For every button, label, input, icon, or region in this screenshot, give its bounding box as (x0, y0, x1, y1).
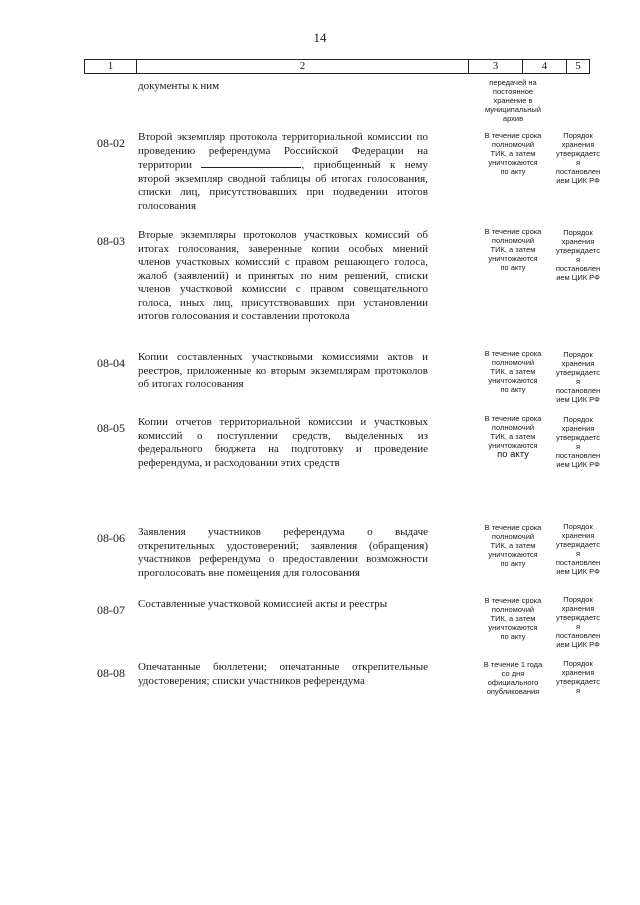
column-header-5: 5 (575, 60, 581, 72)
row-storage-note: Порядок хранения утверждаетс я постановлен ием ЦИК РФ (555, 131, 601, 185)
row-retention-term: В течение срока полномочий ТИК, а затем уничтожаются по акту (484, 596, 542, 641)
blank-line (201, 158, 301, 168)
column-header-3: 3 (469, 60, 523, 73)
row-retention-term: В течение срока полномочий ТИК, а затем уничтожаются по акту (484, 523, 542, 568)
row-code: 08-08 (97, 666, 125, 680)
row-storage-note: Порядок хранения утверждаетс я постановлен ием ЦИК РФ (555, 228, 601, 282)
row-description: Заявления участников референдума о выдаче открепительных удостоверений; заявления (обращения) участников референдума о предоставлении возможности проголосовать вне помещения для голосования (138, 526, 428, 579)
column-header-1: 1 (85, 60, 137, 73)
row-description: Копии составленных участковыми комиссиями актов и реестров, приложенные ко вторым экземплярам протоколов об итогах голосования (138, 351, 428, 390)
row-retention-term: В течение срока полномочий ТИК, а затем уничтожаются по акту (484, 131, 542, 176)
row-retention-term: В течение срока полномочий ТИК, а затем уничтожаются по акту (484, 227, 542, 272)
column-header-4: 4 (523, 60, 567, 73)
row-description: Копии отчетов территориальной комиссии и участковых комиссий о поступлении средств, выделенных из федерального бюджета на подготовку и проведение референдума, и расходовании этих средств (138, 416, 428, 469)
column-header-2: 2 (137, 60, 469, 73)
continuation-retention: передачей на постоянное хранение в муниципальный архив (484, 78, 542, 123)
row-storage-note: Порядок хранения утверждаетс я постановлен ием ЦИК РФ (555, 522, 601, 576)
row-description: Второй экземпляр протокола территориальной комиссии по проведению референдума Российской Федерации на территории , приобщенный к нему второй экземпляр сводной таблицы об итогах голосования, списки лиц, присутствовавших при подведении итогов голосования (138, 131, 428, 212)
row-retention-term: В течение срока полномочий ТИК, а затем уничтожаются по акту (484, 414, 542, 460)
row-retention-term: В течение 1 года со дня официального опубликования (483, 660, 543, 696)
row-code: 08-05 (97, 421, 125, 435)
row-code: 08-03 (97, 234, 125, 248)
row-storage-note: Порядок хранения утверждаетс я постановлен ием ЦИК РФ (555, 350, 601, 404)
row-storage-note: Порядок хранения утверждаетс я (555, 659, 600, 695)
column-header-row (84, 59, 590, 74)
row-code: 08-02 (97, 136, 125, 150)
continuation-text: документы к ним (138, 80, 220, 92)
row-description: Опечатанные бюллетени; опечатанные открепительные удостоверения; списки участников референдума (138, 661, 428, 687)
row-description: Вторые экземпляры протоколов участковых комиссий об итогах голосования, заверенные копии особых мнений членов участковых комиссий с правом решающего голоса, жалоб (заявлений) и принятых по ним решений, списки членов участковой комиссии с правом совещательного голоса, иных лиц, присутствовавших при установлении итогов голосования и составлении протокола (138, 229, 428, 322)
page-number: 14 (313, 30, 327, 45)
row-description: Составленные участковой комиссией акты и реестры (138, 598, 388, 610)
row-storage-note: Порядок хранения утверждаетс я постановлен ием ЦИК РФ (555, 595, 601, 649)
row-code: 08-07 (97, 603, 125, 617)
row-code: 08-06 (97, 531, 125, 545)
row-storage-note: Порядок хранения утверждаетс я постановлен ием ЦИК РФ (555, 415, 601, 469)
row-code: 08-04 (97, 356, 125, 370)
row-retention-term: В течение срока полномочий ТИК, а затем уничтожаются по акту (484, 349, 542, 394)
